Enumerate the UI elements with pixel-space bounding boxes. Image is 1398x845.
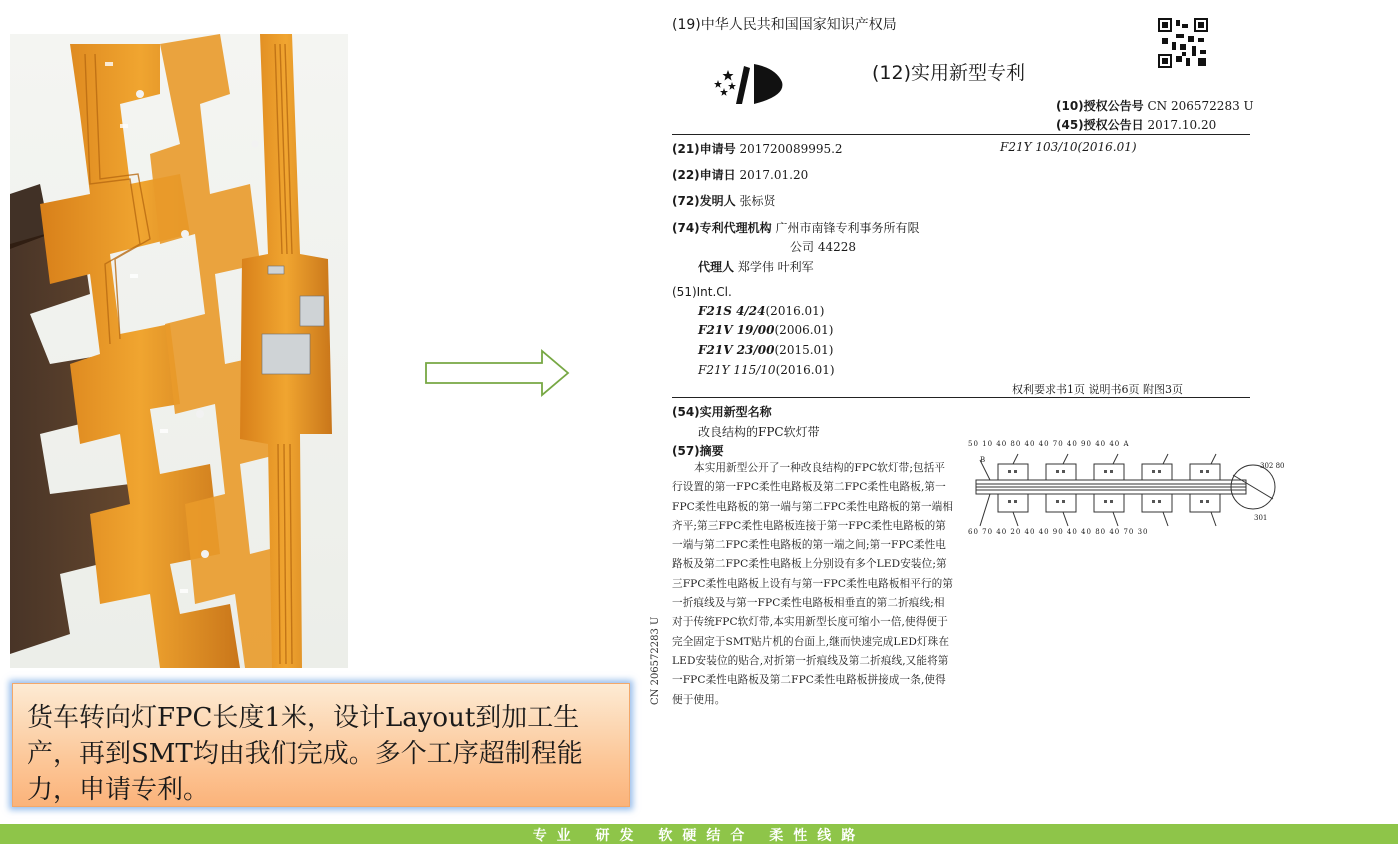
figure-labels-top: 50 10 40 80 40 40 70 40 90 40 40 A — [968, 440, 1130, 448]
intcl-item: F21S 4/24(2016.01) — [698, 304, 825, 318]
section-divider — [672, 397, 1250, 398]
office-name: (19)中华人民共和国国家知识产权局 — [672, 17, 897, 33]
figure-labels-bottom: 60 70 40 20 40 40 90 40 40 80 40 70 30 — [968, 528, 1149, 536]
application-date: 2017.01.20 — [739, 168, 809, 182]
patent-document — [650, 0, 1398, 820]
intcl-item: F21Y 115/10(2016.01) — [698, 363, 835, 377]
figure-label-b: B — [980, 456, 986, 464]
intcl-item: F21V 19/00(2006.01) — [698, 323, 834, 337]
intcl-label: (51)Int.Cl. — [672, 285, 732, 299]
agent-names: 郑学伟 叶利军 — [737, 260, 814, 274]
agency-name: 广州市南锋专利事务所有限 — [775, 221, 920, 235]
abstract-label: (57)摘要 — [672, 444, 724, 458]
publication-number-label: (10)授权公告号 — [1056, 99, 1144, 113]
cnipa-logo-icon — [710, 56, 792, 112]
caption-box — [12, 683, 630, 807]
figure-label-301: 301 — [1254, 514, 1268, 522]
footer-band — [0, 820, 1398, 844]
inventor-label: (72)发明人 — [672, 194, 736, 208]
figure-labels-right: 302 80 — [1260, 462, 1285, 470]
ipc-right: F21Y 103/10(2016.01) — [1000, 140, 1137, 154]
utility-model-title: 改良结构的FPC软灯带 — [698, 425, 820, 439]
application-number-label: (21)申请号 — [672, 142, 736, 156]
application-date-label: (22)申请日 — [672, 168, 736, 182]
fpc-schematic — [968, 450, 1298, 528]
patent-figure — [968, 440, 1298, 540]
intcl-item: F21V 23/00(2015.01) — [698, 343, 834, 357]
application-number: 201720089995.2 — [739, 142, 843, 156]
fpc-strips-image — [10, 34, 348, 668]
caption-text: 货车转向灯FPC长度1米，设计Layout到加工生产，再到SMT均由我们完成。多个工序超制程能力，申请专利。 — [27, 703, 583, 805]
inventor-name: 张标贤 — [739, 194, 776, 208]
publication-date-label: (45)授权公告日 — [1056, 118, 1144, 132]
right-arrow-icon — [424, 348, 572, 398]
agency-label: (74)专利代理机构 — [672, 221, 772, 235]
title-label: (54)实用新型名称 — [672, 405, 772, 419]
footer-text: 专业 研发 软硬结合 柔性线路 — [532, 828, 866, 844]
agent-label: 代理人 — [698, 260, 735, 274]
abstract-text: 本实用新型公开了一种改良结构的FPC软灯带;包括平行设置的第一FPC柔性电路板及第二FPC柔性电路板,第一FPC柔性电路板的第一端与第二FPC柔性电路板的第一端相齐平;第三FPC柔性电路板连接于第一FPC柔性电路板的第一端与第二FPC柔性电路板的第一端之间;第一FPC柔性电路板及第二FPC柔性电路板上分别设有多个LED安装位;第三FPC柔性电路板上设有与第一FPC柔性电路板相平行的第一折痕线及与第一FPC柔性电路板相垂直的第二折痕线;相对于传统FPC软灯带,本实用新型长度可缩小一倍,使得便于完全固定于SMT贴片机的台面上,继而快速完成LED灯珠在LED安装位的贴合,对折第一折痕线及第二折痕线,又能将第一FPC柔性电路板及第二FPC柔性电路板拼接成一条,使得便于使用。 — [672, 462, 954, 706]
publication-date: 2017.10.20 — [1147, 118, 1217, 132]
side-publication-code: CN 206572283 U — [650, 616, 661, 705]
header-divider — [672, 134, 1250, 135]
publication-number: CN 206572283 U — [1147, 99, 1254, 113]
fpc-photo — [10, 34, 348, 668]
agency-name-cont: 公司 44228 — [790, 240, 856, 254]
qr-code-icon — [1158, 18, 1208, 68]
page-counts: 权利要求书1页 说明书6页 附图3页 — [1012, 383, 1183, 396]
document-type: (12)实用新型专利 — [872, 62, 1026, 84]
